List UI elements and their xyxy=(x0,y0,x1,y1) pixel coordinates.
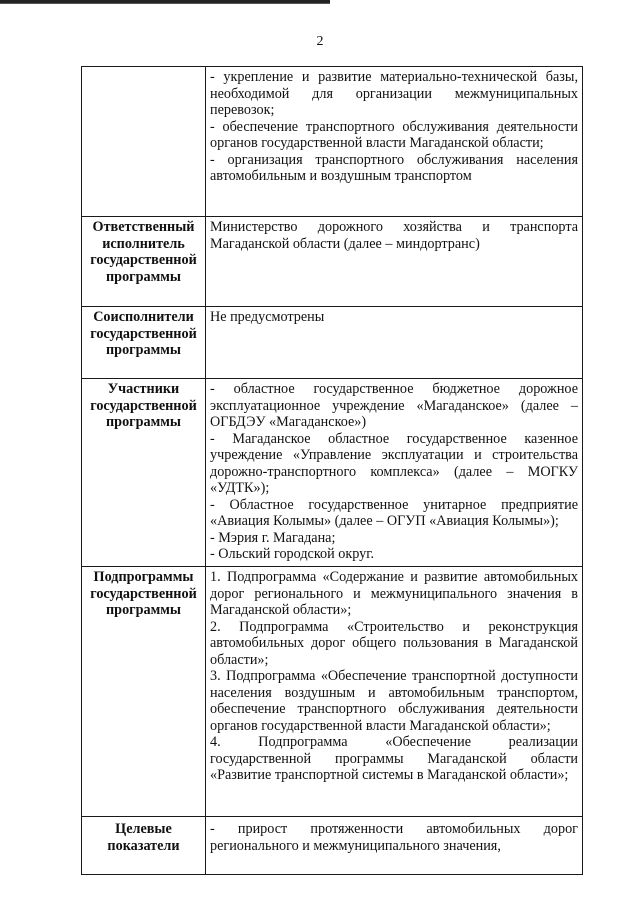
list-item: 3. Подпрограмма «Обеспечение транспортной доступности населения воздушным и автомобильным транспортом, обеспечение транспортного обслуживания деятельности органов государственной власти Магаданской области»; xyxy=(210,668,578,734)
table-row-subprograms xyxy=(82,567,583,817)
row-content-target-indicators xyxy=(206,817,583,875)
row-content-co-executors xyxy=(206,307,583,379)
row-title-empty xyxy=(82,67,206,217)
list-item: - Магаданское областное государственное казенное учреждение «Управление эксплуатации и строительства дорожно-транспортного комплекса» (далее – МОГКУ «УДТК»); xyxy=(210,430,578,496)
list-item: - обеспечение транспортного обслуживания деятельности органов государственной власти Магаданской области; xyxy=(210,118,578,151)
row-title-subprograms: Подпрограммы государственной программы xyxy=(82,567,206,817)
row-content-objectives xyxy=(206,67,583,217)
row-content-responsible-executor xyxy=(206,217,583,307)
row-content-participants xyxy=(206,379,583,567)
table-row-objectives-continued xyxy=(82,67,583,217)
top-edge-line xyxy=(0,0,330,4)
list-item: 2. Подпрограмма «Строительство и реконструкция автомобильных дорог общего пользования в Магаданской области»; xyxy=(210,618,578,668)
list-item: Не предусмотрены xyxy=(210,309,325,325)
row-title-target-indicators: Целевые показатели xyxy=(82,817,206,875)
list-item: - областное государственное бюджетное дорожное эксплуатационное учреждение «Магаданское» (далее – ОГБДЭУ «Магаданское») xyxy=(210,381,578,430)
program-passport-table xyxy=(81,66,583,875)
page-number: 2 xyxy=(316,34,324,49)
list-item: - Ольский городской округ. xyxy=(210,546,374,562)
row-title-co-executors: Соисполнители государственной программы xyxy=(82,307,206,379)
table-row-co-executors xyxy=(82,307,583,379)
list-item: - прирост протяженности автомобильных дорог регионального и межмуниципального значения, xyxy=(210,821,578,854)
list-item: Министерство дорожного хозяйства и транспорта Магаданской области (далее – миндортранс) xyxy=(210,219,578,252)
table-row-responsible-executor xyxy=(82,217,583,307)
row-title-participants: Участники государственной программы xyxy=(82,379,206,567)
list-item: 4. Подпрограмма «Обеспечение реализации государственной программы Магаданской области «Развитие транспортной системы в Магаданской области»; xyxy=(210,734,578,783)
table-row-participants xyxy=(82,379,583,567)
row-title-responsible-executor: Ответственный исполнитель государственной программы xyxy=(82,217,206,307)
list-item: 1. Подпрограмма «Содержание и развитие автомобильных дорог регионального и межмуниципального значения в Магаданской области»; xyxy=(210,569,578,618)
list-item: - организация транспортного обслуживания населения автомобильным и воздушным транспортом xyxy=(210,151,578,184)
row-content-subprograms xyxy=(206,567,583,817)
list-item: - Областное государственное унитарное предприятие «Авиация Колымы» (далее – ОГУП «Авиация Колымы»); xyxy=(210,496,578,529)
table-row-target-indicators xyxy=(82,817,583,875)
list-item: - укрепление и развитие материально-технической базы, необходимой для организации межмуниципальных перевозок; xyxy=(210,69,578,118)
list-item: - Мэрия г. Магадана; xyxy=(210,529,336,546)
